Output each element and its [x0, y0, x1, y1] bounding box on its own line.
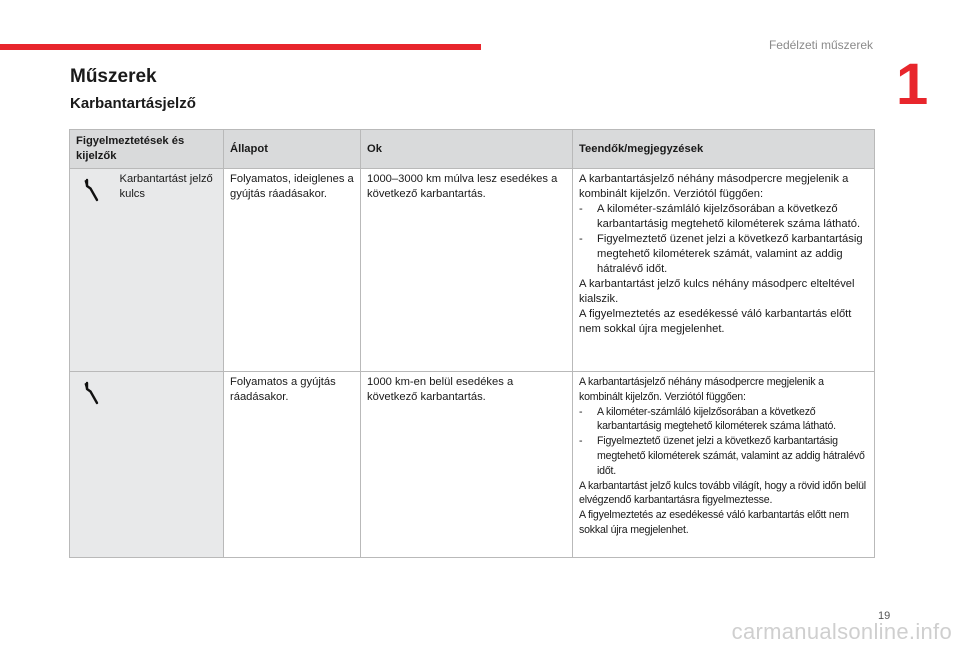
warning-name — [114, 372, 224, 558]
notes-cell — [573, 169, 875, 372]
notes-outro: A figyelmeztetés az esedékessé váló karbantartás előtt nem sokkal újra megjelenhet. — [579, 308, 852, 335]
list-item-text: A kilométer-számláló kijelzősorában a következő karbantartásig megtehető kilométerek száma látható. — [597, 405, 836, 433]
notes-outro: A karbantartást jelző kulcs tovább világít, hogy a rövid időn belül elvégzendő karbantartásra figyelmeztesse. — [579, 479, 866, 507]
red-header-bar — [0, 44, 481, 50]
list-item: - A kilométer-számláló kijelzősorában a következő karbantartásig megtehető kilométerek száma látható. — [579, 405, 868, 435]
list-item-text: Figyelmeztető üzenet jelzi a következő karbantartásig megtehető kilométerek számát, valamint az addig hátralévő időt. — [597, 435, 865, 477]
state-cell: Folyamatos, ideiglenes a gyújtás ráadásakor. — [224, 169, 361, 372]
column-header-warnings: Figyelmeztetések és kijelzők — [70, 130, 224, 169]
section-subtitle: Karbantartásjelző — [70, 95, 196, 112]
wrench-icon — [84, 178, 100, 202]
column-header-state: Állapot — [224, 130, 361, 169]
icon-cell — [70, 372, 114, 558]
icon-cell — [70, 169, 114, 372]
notes-cell — [573, 372, 875, 558]
watermark: carmanualsonline.info — [731, 619, 952, 644]
list-item-text: A kilométer-számláló kijelzősorában a következő karbantartásig megtehető kilométerek száma látható. — [597, 203, 861, 230]
reason-cell: 1000 km-en belül esedékes a következő karbantartás. — [361, 372, 573, 558]
page-number: 19 — [878, 610, 891, 622]
list-item: - Figyelmeztető üzenet jelzi a következő karbantartásig megtehető kilométerek számát, valamint az addig hátralévő időt. — [579, 232, 868, 277]
table-row — [70, 372, 875, 558]
column-header-reason: Ok — [361, 130, 573, 169]
notes-intro: A karbantartásjelző néhány másodpercre megjelenik a kombinált kijelzőn. Verziótól függően: — [579, 173, 849, 200]
reason-cell: 1000–3000 km múlva lesz esedékes a következő karbantartás. — [361, 169, 573, 372]
list-item: - Figyelmeztető üzenet jelzi a következő karbantartásig megtehető kilométerek számát, valamint az addig hátralévő időt. — [579, 434, 868, 478]
warning-name: Karbantartást jelző kulcs — [114, 169, 224, 372]
page-title: Műszerek — [70, 66, 157, 87]
list-item-text: Figyelmeztető üzenet jelzi a következő karbantartásig megtehető kilométerek számát, valamint az addig hátralévő időt. — [597, 233, 863, 275]
table-header-row — [70, 130, 875, 169]
notes-outro: A karbantartást jelző kulcs néhány másodperc elteltével kialszik. — [579, 278, 855, 305]
chapter-number: 1 — [896, 52, 929, 117]
notes-intro: A karbantartásjelző néhány másodpercre megjelenik a kombinált kijelzőn. Verziótól függően: — [579, 376, 824, 403]
wrench-icon — [84, 381, 100, 405]
state-cell: Folyamatos a gyújtás ráadásakor. — [224, 372, 361, 558]
section-header: Fedélzeti műszerek — [768, 38, 873, 52]
notes-outro: A figyelmeztetés az esedékessé váló karbantartás előtt nem sokkal újra megjelenhet. — [579, 509, 849, 536]
list-item: - A kilométer-számláló kijelzősorában a következő karbantartásig megtehető kilométerek száma látható. — [579, 202, 868, 232]
table-row — [70, 169, 875, 372]
maintenance-table — [69, 129, 875, 558]
column-header-notes: Teendők/megjegyzések — [573, 130, 875, 169]
